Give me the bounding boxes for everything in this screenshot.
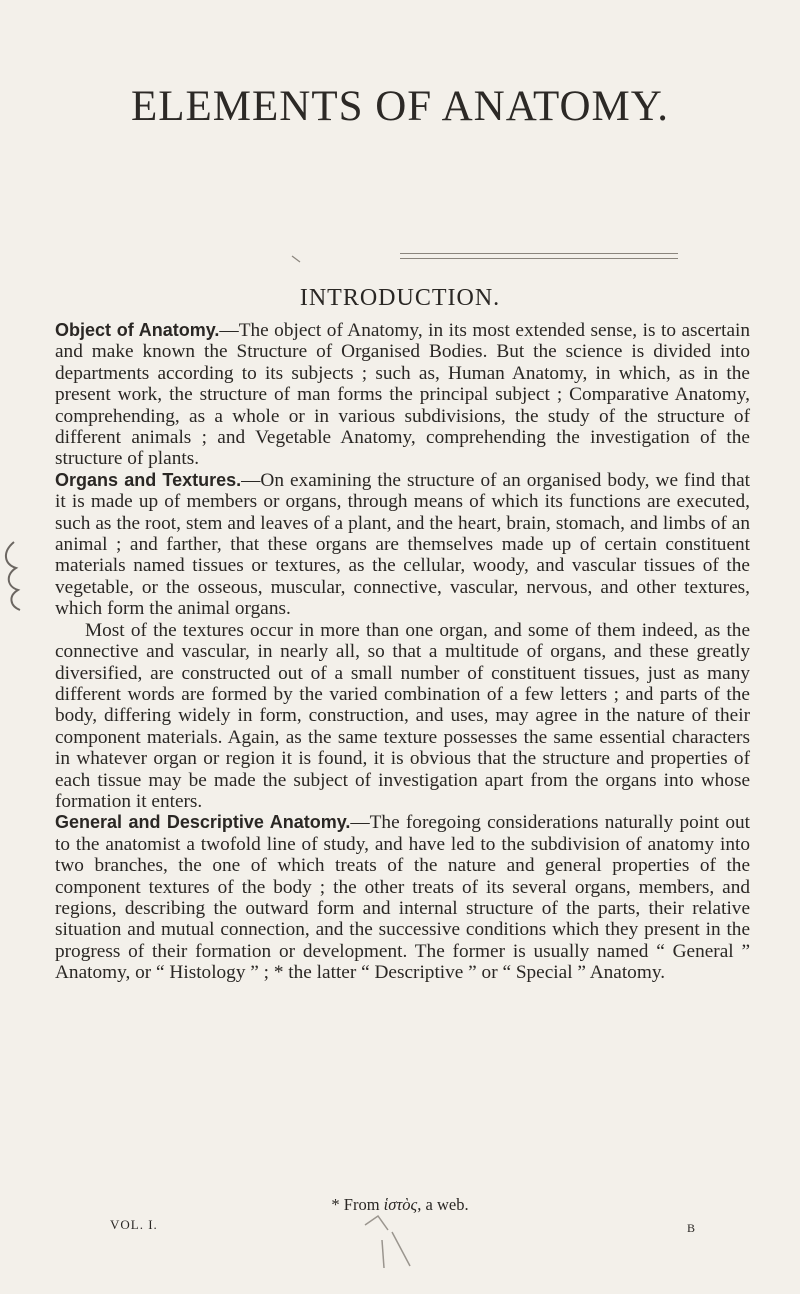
paragraph-text: Most of the textures occur in more than one organ, and some of them indeed, as the connective and vascular, in nearly all, so that a multitude of organs, and these greatly diversified, are constructed out of a small number of constituent tissues, just as many different words are formed by the varied combination of a few letters ; and parts of the body, differing widely in form, construction, and uses, may agree in the nature of their component materials. Again, as the same texture possesses the same essential characters in whatever organ or region it is found, it is obvious that the structure and properties of each tissue may be made the subject of investigation apart from the organs into whose formation it enters.	[55, 619, 750, 812]
signature-mark: B	[687, 1221, 696, 1235]
volume-marker: VOL. I.	[110, 1217, 158, 1232]
run-in-heading: Organs and Textures.	[55, 469, 242, 490]
paragraph-text: —The object of Anatomy, in its most extended sense, is to ascertain and make known the Structure of Organised Bodies. But the science is divided into departments according to its subjects ; such as, Human Anatomy, in which, as in the present work, the structure of man forms the principal subject ; Comparative Anatomy, comprehending, as a whole or in various subdivisions, the study of the structure of different animals ; and Vegetable Anatomy, comprehending the investigation of the structure of plants.	[55, 320, 750, 470]
footnote-rest: , a web.	[417, 1195, 469, 1214]
footnote-marker: * From	[331, 1195, 380, 1214]
page-title: ELEMENTS OF ANATOMY.	[130, 83, 670, 130]
run-in-heading: Object of Anatomy.	[55, 320, 220, 340]
paragraph-text: —On examining the structure of an organised body, we find that it is made up of members or organs, through means of which its functions are executed, such as the root, stem and leaves of a plant, and the heart, brain, stomach, and limbs of an animal ; and farther, that these organs are themselves made up of certain constituent materials named tissues or textures, as the cellular, woody, and vascular tissues of the vegetable, or the osseous, muscular, connective, vascular, nervous, and other textures, which form the animal organs.	[55, 469, 751, 620]
section-heading: INTRODUCTION.	[299, 285, 501, 311]
paragraph-text: —The foregoing considerations naturally point out to the anatomist a twofold line of study, and have led to the subdivision of anatomy into two branches, the one of which treats of the nature and general properties of the component textures of the body ; the other treats of its several organs, members, and regions, describing the outward form and internal structure of the parts, their relative situation and mutual connection, and the successive conditions which they present in the progress of their formation or development. The former is usually named “ General ” Anatomy, or “ Histology ” ; * the latter “ Descriptive ” or “ Special ” Anatomy.	[55, 812, 751, 984]
run-in-heading: General and Descriptive Anatomy.	[55, 812, 351, 833]
footnote-greek-word: ἱστὸς	[383, 1195, 418, 1214]
